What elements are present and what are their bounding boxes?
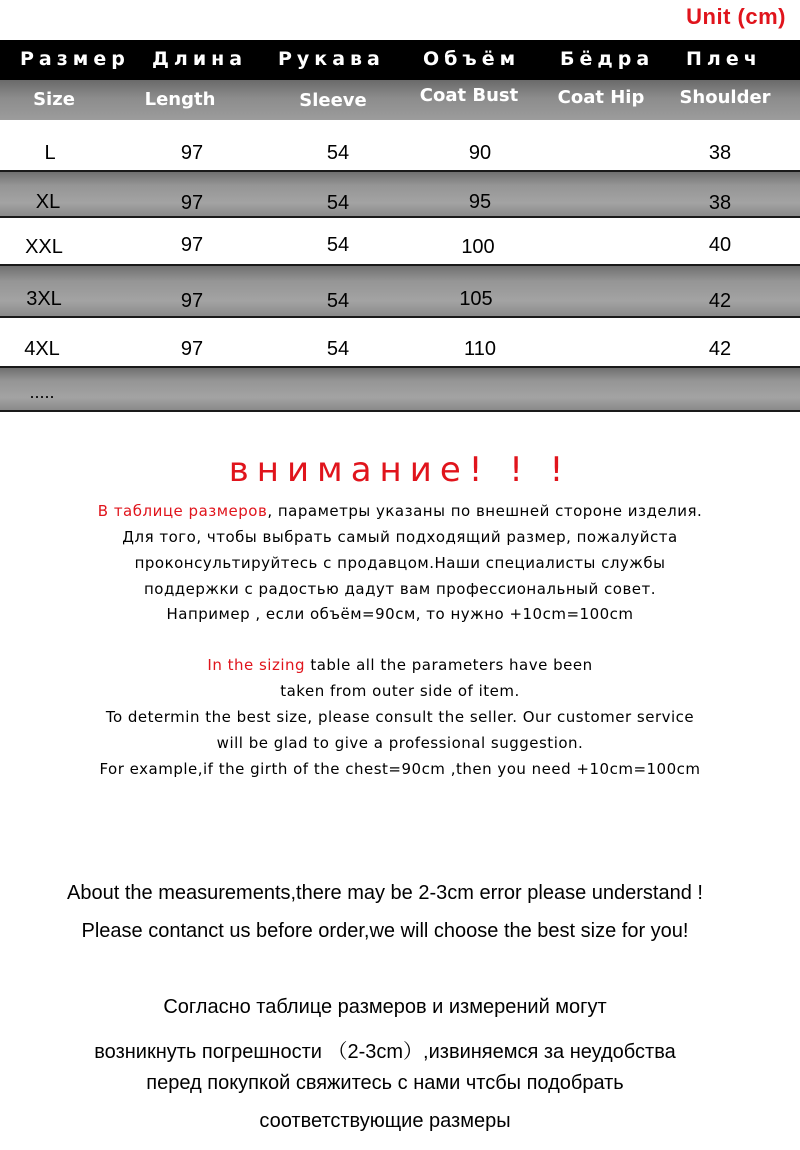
header-ru-shoulder: Плеч: [686, 48, 762, 70]
table-row-more: [0, 366, 800, 412]
cell-size: L: [44, 142, 56, 164]
header-en-length: Length: [144, 89, 216, 110]
table-row-l: [0, 124, 800, 166]
cell-bust: 95: [468, 191, 492, 213]
header-ru-bust: Объём: [423, 48, 521, 70]
unit-label: Unit (cm): [686, 4, 786, 29]
cell-size: XL: [35, 191, 61, 213]
cell-sleeve: 54: [326, 192, 350, 214]
cell-shoulder: 42: [708, 338, 732, 360]
measure-ru-line-2: возникнуть погрешности （2-3cm）,извиняемся за неудобства: [94, 1041, 676, 1063]
cell-shoulder: 42: [708, 290, 732, 312]
cell-bust: 90: [468, 142, 492, 164]
cell-sleeve: 54: [326, 234, 350, 256]
ru-notice-line-5: Например , если объём=90см, то нужно +10cm=100cm: [166, 605, 634, 623]
en-notice-line-4: will be glad to give a professional suggestion.: [216, 734, 584, 752]
ru-notice-line-2: Для того, чтобы выбрать самый подходящий размер, пожалуйста: [122, 528, 678, 546]
header-ru-size: Размер: [20, 48, 130, 70]
en-notice-line-1-text: table all the parameters have been: [305, 656, 593, 674]
cell-shoulder: 38: [708, 192, 732, 214]
en-notice-line-1: [0, 656, 800, 674]
header-en-sleeve: Sleeve: [299, 90, 367, 111]
measure-ru-line-4: соответствующие размеры: [259, 1110, 511, 1132]
header-ru-sleeve: Рукава: [278, 48, 385, 70]
table-header-english: [0, 80, 800, 120]
en-notice-highlight: In the sizing: [207, 656, 306, 674]
cell-shoulder: 38: [708, 142, 732, 164]
measure-en-line-1: About the measurements,there may be 2-3cm error please understand !: [67, 882, 703, 904]
cell-bust: 105: [459, 288, 493, 310]
cell-size: XXL: [25, 236, 63, 258]
en-notice-line-5: For example,if the girth of the chest=90cm ,then you need +10cm=100cm: [99, 760, 701, 778]
ru-notice-line-1: [0, 502, 800, 520]
ru-notice-highlight: В таблице размеров: [97, 502, 268, 520]
table-row-3xl: [0, 264, 800, 318]
cell-sleeve: 54: [326, 290, 350, 312]
ru-notice-line-3: проконсультируйтесь с продавцом.Наши специалисты службы: [134, 554, 666, 572]
measure-en-line-2: Please contanct us before order,we will choose the best size for you!: [81, 920, 689, 942]
measure-ru-line-1: Согласно таблице размеров и измерений могут: [163, 996, 607, 1018]
table-row-4xl: [0, 318, 800, 364]
cell-size: 3XL: [26, 288, 62, 310]
attention-title: внимание! ! !: [228, 450, 572, 490]
en-notice-line-3: To determin the best size, please consult the seller. Our customer service: [105, 708, 695, 726]
table-row-xl: [0, 170, 800, 218]
ru-notice-line-1-text: , параметры указаны по внешней стороне изделия.: [267, 502, 703, 520]
cell-sleeve: 54: [326, 142, 350, 164]
header-en-bust: Coat Bust: [419, 85, 519, 106]
cell-length: 97: [180, 338, 204, 360]
header-ru-length: Длина: [152, 48, 248, 70]
cell-bust: 110: [464, 338, 496, 360]
cell-length: 97: [180, 290, 204, 312]
en-notice-line-2: taken from outer side of item.: [280, 682, 520, 700]
cell-bust: 100: [461, 236, 495, 258]
cell-ellipsis: .....: [29, 382, 55, 402]
header-en-size: Size: [33, 89, 75, 110]
cell-length: 97: [180, 192, 204, 214]
cell-size: 4XL: [24, 338, 60, 360]
measure-ru-line-3: перед покупкой свяжитесь с нами чтсбы подобрать: [146, 1072, 624, 1094]
header-en-shoulder: Shoulder: [679, 87, 771, 108]
header-ru-hip: Бёдра: [560, 48, 655, 70]
table-row-xxl: [0, 218, 800, 264]
ru-notice-line-4: поддержки с радостью дадут вам профессиональный совет.: [143, 580, 657, 598]
table-header-russian: [0, 40, 800, 80]
header-en-hip: Coat Hip: [557, 87, 645, 108]
cell-shoulder: 40: [708, 234, 732, 256]
cell-sleeve: 54: [326, 338, 350, 360]
cell-length: 97: [180, 234, 204, 256]
cell-length: 97: [180, 142, 204, 164]
